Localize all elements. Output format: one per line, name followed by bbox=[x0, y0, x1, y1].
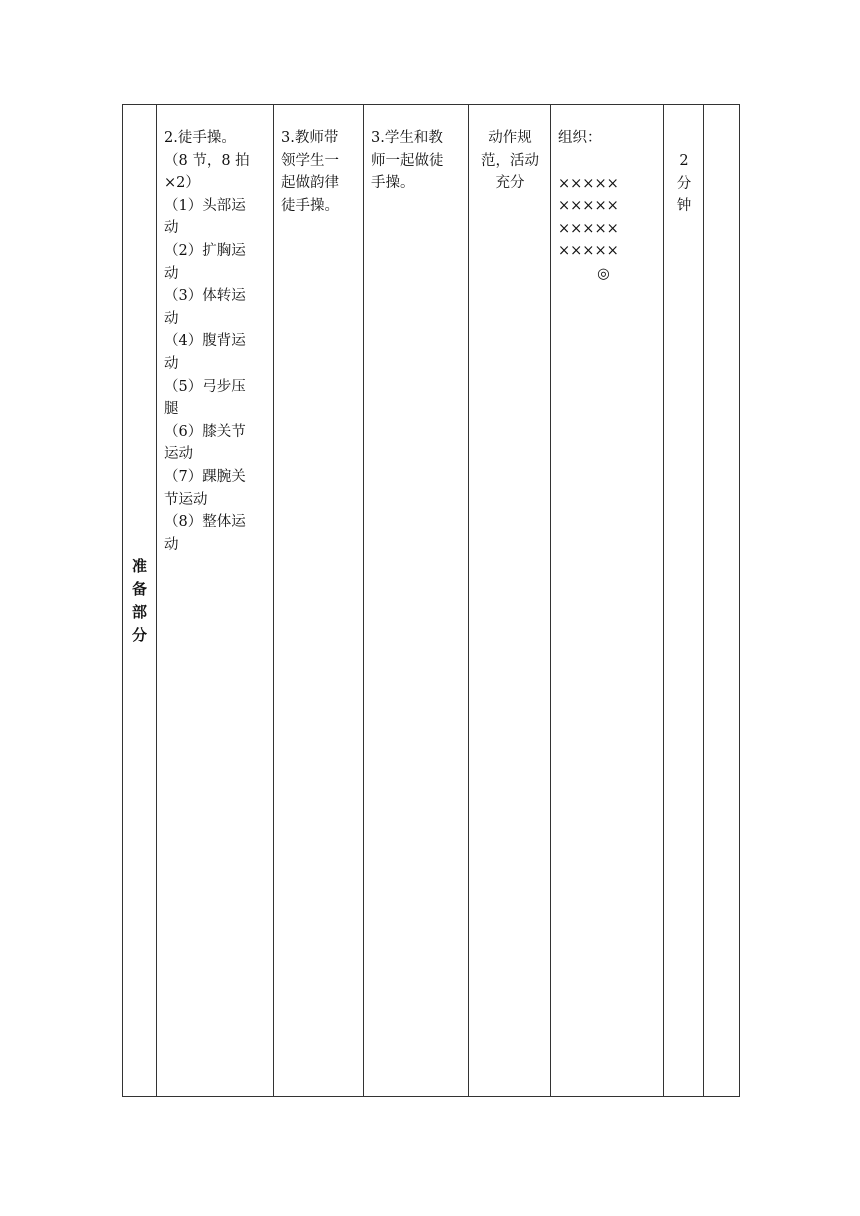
student-row: ××××× bbox=[558, 220, 619, 237]
content-line: （7）踝腕关 bbox=[164, 468, 246, 485]
content-line: 节运动 bbox=[164, 491, 208, 508]
content-line: （1）头部运 bbox=[164, 197, 246, 214]
content-line: ×2） bbox=[164, 175, 200, 192]
student-activity-cell bbox=[364, 105, 469, 1097]
student-row: ××××× bbox=[558, 198, 619, 215]
student-activity-line: 师一起做徒 bbox=[371, 152, 444, 169]
requirements-line: 动作规 bbox=[488, 130, 532, 146]
student-activity-line: 手操。 bbox=[371, 175, 415, 192]
organization-label: 组织： bbox=[558, 130, 602, 146]
content-line: 动 bbox=[164, 265, 179, 282]
time-line: 2 bbox=[679, 153, 689, 169]
content-line: （6）膝关节 bbox=[164, 423, 246, 440]
table-row bbox=[123, 105, 740, 1097]
teacher-activity-line: 徒手操。 bbox=[281, 197, 339, 214]
organization-cell bbox=[551, 105, 664, 1097]
teacher-position-symbol: ◎ bbox=[597, 265, 610, 282]
lesson-plan-table bbox=[122, 104, 740, 1097]
teacher-activity-line: 起做韵律 bbox=[281, 175, 339, 192]
requirements-line: 充分 bbox=[495, 175, 525, 192]
requirements-line: 范，活动 bbox=[481, 152, 539, 169]
requirements-cell bbox=[469, 105, 551, 1097]
formation-diagram bbox=[558, 173, 657, 286]
content-line: （5）弓步压 bbox=[164, 378, 246, 395]
content-line: （8）整体运 bbox=[164, 514, 246, 531]
content-line: （2）扩胸运 bbox=[164, 242, 246, 259]
content-line: （4）腹背运 bbox=[164, 333, 246, 350]
content-line: 动 bbox=[164, 355, 179, 372]
student-row: ××××× bbox=[558, 175, 619, 192]
section-label: 准备部分 bbox=[131, 556, 147, 644]
teacher-activity-line: 领学生一 bbox=[281, 152, 339, 169]
time-cell bbox=[664, 105, 704, 1097]
content-line: 动 bbox=[164, 536, 179, 553]
teacher-activity-cell bbox=[274, 105, 364, 1097]
student-activity-line: 3.学生和教 bbox=[371, 130, 443, 146]
section-cell bbox=[123, 105, 157, 1097]
content-line: 腿 bbox=[164, 401, 179, 418]
time-line: 分 bbox=[676, 175, 692, 192]
student-row: ××××× bbox=[558, 243, 619, 260]
content-line: 动 bbox=[164, 220, 179, 237]
content-line: 2.徒手操。 bbox=[164, 130, 236, 146]
content-cell bbox=[157, 105, 274, 1097]
content-line: 动 bbox=[164, 310, 179, 327]
content-line: 运动 bbox=[164, 446, 193, 463]
extra-cell bbox=[704, 105, 740, 1097]
content-line: （8 节，8 拍 bbox=[164, 152, 250, 169]
teacher-activity-line: 3.教师带 bbox=[281, 130, 339, 146]
time-line: 钟 bbox=[676, 198, 692, 215]
content-line: （3）体转运 bbox=[164, 288, 246, 305]
